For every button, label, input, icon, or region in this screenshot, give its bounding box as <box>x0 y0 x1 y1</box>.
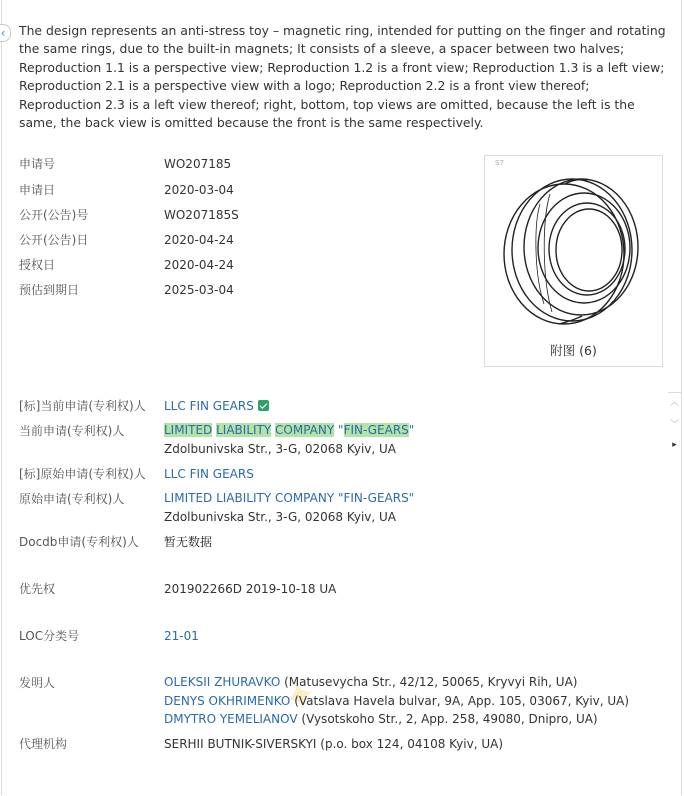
thumbnail-caption: 附图 (6) <box>550 343 597 358</box>
meta-value: WO207185S <box>164 208 239 222</box>
watermark: ✦ <box>277 670 324 725</box>
verified-icon <box>258 400 269 411</box>
expand-button[interactable] <box>668 435 681 455</box>
corner-mark: S7 <box>495 159 504 167</box>
meta-label: 公开(公告)日 <box>19 233 89 247</box>
chevron-left-icon: ‹ <box>0 26 6 40</box>
field-label: LOC分类号 <box>19 629 80 643</box>
scroll-down-button[interactable] <box>668 415 681 435</box>
highlight-word: COMPANY <box>275 423 335 437</box>
inventor-item <box>164 710 629 729</box>
chevron-up-icon: ︿ <box>669 398 679 408</box>
field-value <box>164 489 414 526</box>
meta-label: 授权日 <box>19 258 56 272</box>
inventor-address: (Vysotskoho Str., 2, App. 258, 49080, Dnipro, UA) <box>301 712 598 726</box>
inventor-link[interactable]: DMYTRO YEMELIANOV <box>164 712 298 726</box>
meta-value: 2020-04-24 <box>164 258 234 272</box>
applicant-address: Zdolbunivska Str., 3-G, 02068 Kyiv, UA <box>164 509 397 524</box>
field-value: 暂无数据 <box>164 535 213 549</box>
meta-label: 预估到期日 <box>19 283 80 297</box>
field-value: SERHII BUTNIK-SIVERSKYI (p.o. box 124, 04108 Kyiv, UA) <box>164 737 504 751</box>
field-label: 原始申请(专利权)人 <box>19 492 125 506</box>
loc-class-link[interactable]: 21-01 <box>164 629 199 643</box>
meta-label: 申请日 <box>19 183 56 197</box>
abstract-text: The design represents an anti-stress toy – magnetic ring, intended for putting on the finger and rotating the same rings, due to the built-in magnets; It consists of a sleeve, a spacer between two halves; Reproduction 1.1 is a perspective view; Reproduction 1.2 is a front view; Reproduction 1.3 is a left view; Reproduction 2.1 is a perspective view with a logo; Reproduction 2.2 is a front view thereof; Reproduction 2.3 is a left view thereof; right, bottom, top views are omitted, because the left is the same, the back view is omitted because the front is the same respectively. <box>19 23 666 131</box>
field-label: 代理机构 <box>19 737 68 751</box>
field-value: 201902266D 2019-10-18 UA <box>164 582 337 596</box>
meta-value: 2020-04-24 <box>164 233 234 247</box>
meta-label: 公开(公告)号 <box>19 208 89 222</box>
inventor-link[interactable]: DENYS OKHRIMENKO <box>164 693 291 708</box>
scroll-up-button[interactable] <box>668 392 681 413</box>
std-current-applicant-link[interactable]: LLC FIN GEARS <box>164 399 254 413</box>
meta-value: 2020-03-04 <box>164 183 234 197</box>
field-label: [标]当前申请(专利权)人 <box>19 399 146 413</box>
meta-value: 2025-03-04 <box>164 283 234 297</box>
field-label: Docdb申请(专利权)人 <box>19 535 139 549</box>
std-original-applicant-link[interactable]: LLC FIN GEARS <box>164 467 254 481</box>
field-label: [标]原始申请(专利权)人 <box>19 467 146 481</box>
ring-drawing-image <box>492 164 657 336</box>
current-applicant-link[interactable]: LIMITED LIABILITY COMPANY "FIN-GEARS" <box>164 423 415 437</box>
highlight-word: FIN-GEARS <box>343 423 409 437</box>
meta-label: 申请号 <box>19 157 56 171</box>
chevron-down-icon: ﹀ <box>669 420 679 430</box>
applicant-address: Zdolbunivska Str., 3-G, 02068 Kyiv, UA <box>164 441 397 456</box>
caret-right-icon: ▸ <box>672 440 677 450</box>
inventor-address: (Matusevycha Str., 42/12, 50065, Kryvyi Rih, UA) <box>284 675 578 689</box>
field-label: 优先权 <box>19 582 56 596</box>
field-value <box>164 396 269 416</box>
highlight-word: LIABILITY <box>216 423 272 437</box>
original-applicant-link[interactable]: LIMITED LIABILITY COMPANY "FIN-GEARS" <box>164 491 415 505</box>
highlight-word: LIMITED <box>164 423 213 437</box>
field-label: 发明人 <box>19 676 56 690</box>
inventor-address: (Vatslava Havela bulvar, 9A, App. 105, 03067, Kyiv, UA) <box>294 693 630 708</box>
meta-value: WO207185 <box>164 157 232 171</box>
inventor-link[interactable]: OLEKSII ZHURAVKO <box>164 675 281 689</box>
inventor-item <box>164 692 629 711</box>
field-label: 当前申请(专利权)人 <box>19 424 125 438</box>
drawing-thumbnail[interactable] <box>484 155 663 367</box>
inventor-item <box>164 673 629 692</box>
field-value <box>164 421 414 458</box>
field-value <box>164 673 629 729</box>
